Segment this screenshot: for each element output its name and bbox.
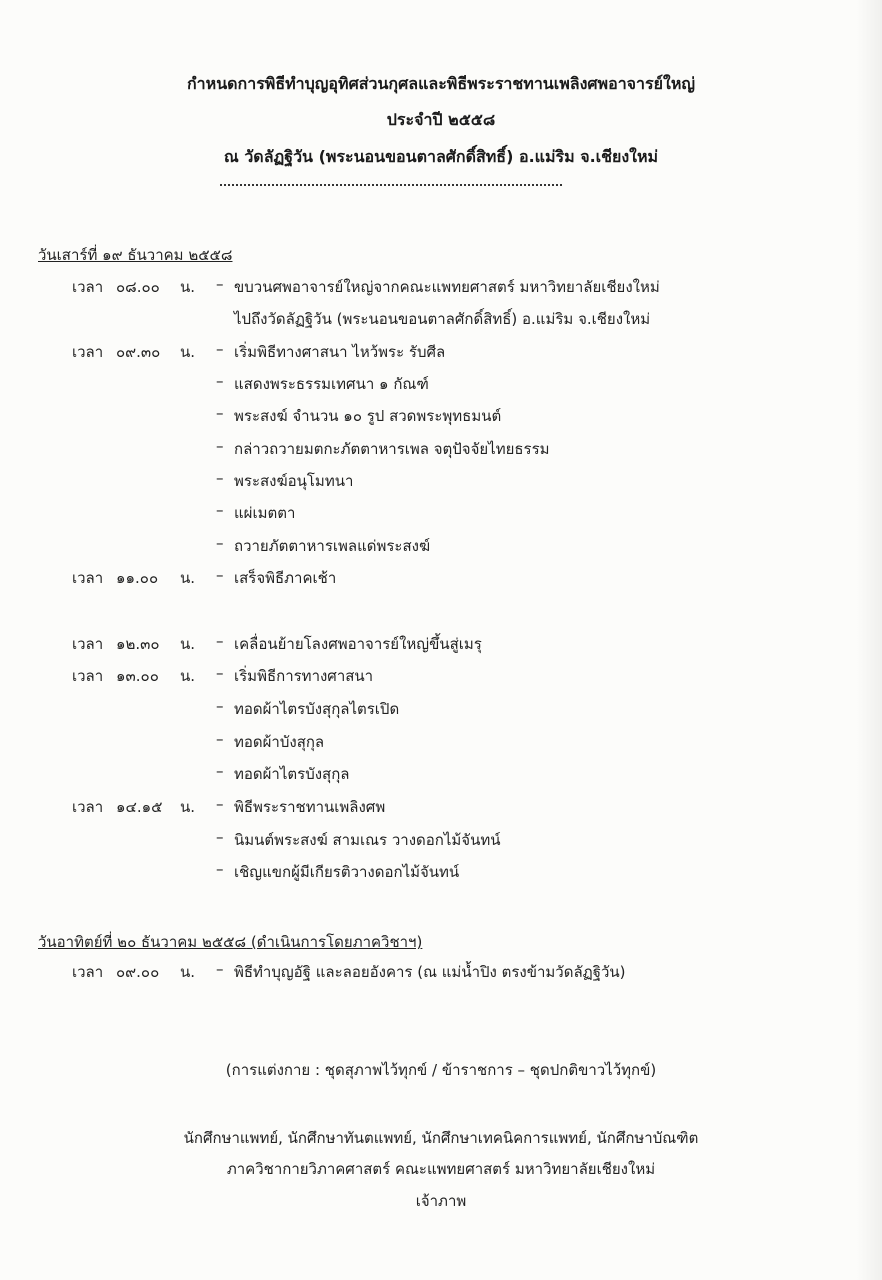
bullet-dash: – bbox=[216, 340, 224, 358]
activity-text: เริ่มพิธีทางศาสนา ไหว้พระ รับศีล bbox=[234, 343, 446, 361]
bullet-dash: – bbox=[216, 860, 224, 878]
schedule-row bbox=[0, 632, 882, 656]
document-title: กำหนดการพิธีทำบุญอุทิศส่วนกุศลและพิธีพระราชทานเพลิงศพอาจารย์ใหญ่ bbox=[186, 74, 695, 93]
schedule-row bbox=[0, 860, 882, 884]
bullet-dash: – bbox=[216, 730, 224, 748]
activity-text: กล่าวถวายมตกะภัตตาหารเพล จตุปัจจัยไทยธรรม bbox=[234, 440, 550, 458]
bullet-dash: – bbox=[216, 469, 224, 487]
bullet-dash: – bbox=[216, 534, 224, 552]
schedule-row bbox=[0, 404, 882, 428]
time-label: เวลา bbox=[72, 343, 104, 361]
schedule-row bbox=[0, 828, 882, 852]
bullet-dash: – bbox=[216, 275, 224, 293]
time-value: ๑๑.๐๐ bbox=[116, 569, 159, 587]
host-line-2: ภาควิชากายวิภาคศาสตร์ คณะแพทยศาสตร์ มหาวิทยาลัยเชียงใหม่ bbox=[226, 1160, 656, 1178]
bullet-dash: – bbox=[216, 404, 224, 422]
schedule-row bbox=[0, 762, 882, 786]
host-line-1: นักศึกษาแพทย์, นักศึกษาทันตแพทย์, นักศึกษาเทคนิคการแพทย์, นักศึกษาบัณฑิต bbox=[183, 1129, 699, 1147]
bullet-dash: – bbox=[216, 501, 224, 519]
time-value: ๐๙.๐๐ bbox=[116, 963, 160, 981]
activity-text: พระสงฆ์ จำนวน ๑๐ รูป สวดพระพุทธมนต์ bbox=[234, 407, 502, 425]
schedule-row bbox=[0, 372, 882, 396]
bullet-dash: – bbox=[216, 437, 224, 455]
day2-heading-note: (ดำเนินการโดยภาควิชาฯ) bbox=[250, 933, 423, 951]
time-label: เวลา bbox=[72, 963, 104, 981]
day2-heading-date: วันอาทิตย์ที่ ๒๐ ธันวาคม ๒๕๕๘ bbox=[38, 933, 247, 951]
bullet-dash: – bbox=[216, 664, 224, 682]
activity-text: ขบวนศพอาจารย์ใหญ่จากคณะแพทยศาสตร์ มหาวิทยาลัยเชียงใหม่ bbox=[234, 278, 660, 296]
bullet-dash: – bbox=[216, 762, 224, 780]
time-value: ๑๔.๑๕ bbox=[116, 798, 163, 816]
activity-text: เชิญแขกผู้มีเกียรติวางดอกไม้จันทน์ bbox=[234, 863, 460, 881]
schedule-row bbox=[0, 469, 882, 493]
time-label: เวลา bbox=[72, 569, 104, 587]
schedule-row bbox=[0, 340, 882, 364]
bullet-dash: – bbox=[216, 697, 224, 715]
time-unit: น. bbox=[180, 635, 196, 653]
host-label: เจ้าภาพ bbox=[415, 1192, 467, 1210]
activity-text: พิธีทำบุญอัฐิ และลอยอังคาร (ณ แม่น้ำปิง ตรงข้ามวัดลัฏฐิวัน) bbox=[234, 963, 626, 981]
time-unit: น. bbox=[180, 278, 196, 296]
time-value: ๐๘.๐๐ bbox=[116, 278, 160, 296]
activity-text: เสร็จพิธีภาคเช้า bbox=[234, 569, 337, 587]
schedule-row bbox=[0, 664, 882, 688]
schedule-row bbox=[0, 730, 882, 754]
activity-text: พระสงฆ์อนุโมทนา bbox=[234, 472, 354, 490]
activity-text: เคลื่อนย้ายโลงศพอาจารย์ใหญ่ขึ้นสู่เมรุ bbox=[234, 635, 482, 653]
document-year: ประจำปี ๒๕๕๘ bbox=[386, 110, 496, 129]
time-unit: น. bbox=[180, 343, 196, 361]
dress-code: (การแต่งกาย : ชุดสุภาพไว้ทุกข์ / ข้าราชการ – ชุดปกติขาวไว้ทุกข์) bbox=[225, 1061, 657, 1079]
activity-text: นิมนต์พระสงฆ์ สามเณร วางดอกไม้จันทน์ bbox=[234, 831, 501, 849]
bullet-dash: – bbox=[216, 960, 224, 978]
schedule-row bbox=[0, 960, 882, 984]
schedule-row bbox=[0, 307, 882, 331]
bullet-dash: – bbox=[216, 828, 224, 846]
activity-text: ถวายภัตตาหารเพลแด่พระสงฆ์ bbox=[234, 537, 431, 555]
day1-heading: วันเสาร์ที่ ๑๙ ธันวาคม ๒๕๕๘ bbox=[38, 246, 233, 264]
time-unit: น. bbox=[180, 569, 196, 587]
time-label: เวลา bbox=[72, 798, 104, 816]
time-unit: น. bbox=[180, 963, 196, 981]
activity-text: ทอดผ้าไตรบังสุกุล bbox=[234, 765, 350, 783]
time-label: เวลา bbox=[72, 667, 104, 685]
activity-text: ทอดผ้าไตรบังสุกุลไตรเปิด bbox=[234, 700, 400, 718]
day2-heading bbox=[38, 930, 422, 954]
schedule-row bbox=[0, 501, 882, 525]
time-unit: น. bbox=[180, 667, 196, 685]
schedule-row bbox=[0, 275, 882, 299]
bullet-dash: – bbox=[216, 795, 224, 813]
bullet-dash: – bbox=[216, 632, 224, 650]
activity-text: แผ่เมตตา bbox=[234, 504, 296, 522]
activity-text: ทอดผ้าบังสุกุล bbox=[234, 733, 325, 751]
bullet-dash: – bbox=[216, 566, 224, 584]
time-value: ๑๒.๓๐ bbox=[116, 635, 160, 653]
activity-text: เริ่มพิธีการทางศาสนา bbox=[234, 667, 374, 685]
schedule-row bbox=[0, 566, 882, 590]
activity-text: แสดงพระธรรมเทศนา ๑ กัณฑ์ bbox=[234, 375, 429, 393]
schedule-row bbox=[0, 697, 882, 721]
time-unit: น. bbox=[180, 798, 196, 816]
bullet-dash: – bbox=[216, 372, 224, 390]
time-label: เวลา bbox=[72, 635, 104, 653]
schedule-row bbox=[0, 534, 882, 558]
activity-text: พิธีพระราชทานเพลิงศพ bbox=[234, 798, 386, 816]
document-venue: ณ วัดลัฏฐิวัน (พระนอนขอนตาลศักดิ์สิทธิ์) อ.แม่ริม จ.เชียงใหม่ bbox=[223, 147, 659, 166]
dotted-divider bbox=[220, 176, 562, 186]
time-value: ๐๙.๓๐ bbox=[116, 343, 161, 361]
schedule-row bbox=[0, 437, 882, 461]
time-value: ๑๓.๐๐ bbox=[116, 667, 159, 685]
time-label: เวลา bbox=[72, 278, 104, 296]
activity-text: ไปถึงวัดลัฏฐิวัน (พระนอนขอนตาลศักดิ์สิทธิ์) อ.แม่ริม จ.เชียงใหม่ bbox=[234, 310, 651, 328]
schedule-row bbox=[0, 795, 882, 819]
